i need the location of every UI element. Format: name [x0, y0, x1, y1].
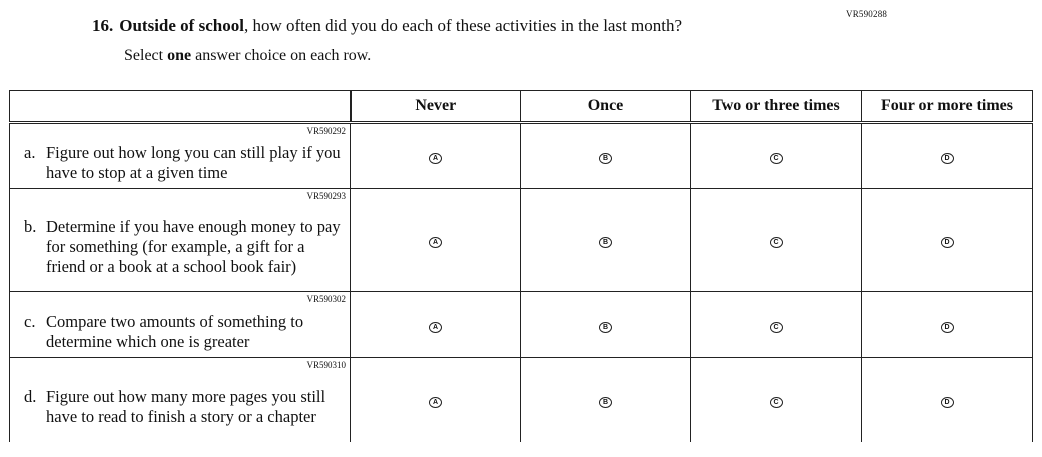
- choice-cell[interactable]: [862, 123, 1033, 189]
- answer-bubble-b-once[interactable]: B: [599, 237, 612, 248]
- grid-header-row: [10, 91, 1033, 123]
- answer-bubble-a-two-or-three[interactable]: C: [770, 153, 783, 164]
- row-label-c: [10, 292, 351, 358]
- choice-cell[interactable]: [351, 189, 521, 292]
- choice-cell[interactable]: [521, 123, 691, 189]
- row-label-b: [10, 189, 351, 292]
- row-item-id: VR590302: [306, 294, 346, 304]
- choice-cell[interactable]: [521, 189, 691, 292]
- instruction-before: Select: [124, 47, 168, 64]
- answer-bubble-d-never[interactable]: A: [429, 397, 442, 408]
- row-item-id: VR590310: [306, 360, 346, 370]
- instruction-after: answer choice on each row.: [191, 47, 372, 64]
- choice-cell[interactable]: [691, 123, 862, 189]
- row-prompt: Figure out how many more pages you still have to read to finish a story or a chapter: [46, 387, 326, 426]
- answer-bubble-a-once[interactable]: B: [599, 153, 612, 164]
- column-header-two-or-three: Two or three times: [691, 91, 862, 123]
- row-label-d: [10, 358, 351, 443]
- instruction-text: [124, 47, 371, 65]
- question-number: 16.: [92, 16, 114, 35]
- choice-cell[interactable]: [691, 358, 862, 443]
- answer-bubble-c-never[interactable]: A: [429, 322, 442, 333]
- answer-bubble-b-two-or-three[interactable]: C: [770, 237, 783, 248]
- choice-cell[interactable]: [691, 189, 862, 292]
- table-row: [10, 123, 1033, 189]
- choice-cell[interactable]: [862, 358, 1033, 443]
- row-prompt: Compare two amounts of something to determine which one is greater: [46, 311, 304, 351]
- choice-cell[interactable]: [691, 292, 862, 358]
- table-row: [10, 358, 1033, 443]
- answer-bubble-c-once[interactable]: B: [599, 322, 612, 333]
- column-header-four-or-more: Four or more times: [862, 91, 1033, 123]
- row-letter: d.: [24, 387, 37, 406]
- choice-cell[interactable]: [521, 292, 691, 358]
- instruction-emphasis: one: [167, 47, 192, 64]
- answer-bubble-a-never[interactable]: A: [429, 153, 442, 164]
- answer-bubble-d-four-or-more[interactable]: D: [941, 397, 954, 408]
- answer-bubble-a-four-or-more[interactable]: D: [941, 153, 954, 164]
- row-label-a: [10, 123, 351, 189]
- table-row: [10, 292, 1033, 358]
- answer-bubble-c-two-or-three[interactable]: C: [770, 322, 783, 333]
- answer-bubble-b-four-or-more[interactable]: D: [941, 237, 954, 248]
- row-item-id: VR590292: [306, 126, 346, 136]
- grid-corner-cell: [10, 91, 351, 123]
- row-letter: a.: [24, 143, 36, 162]
- answer-grid: [9, 90, 1033, 442]
- row-prompt: Determine if you have enough money to pay for something (for example, a gift for a friend or a book at a school book fair): [46, 217, 341, 276]
- choice-cell[interactable]: [521, 358, 691, 443]
- answer-bubble-d-two-or-three[interactable]: C: [770, 397, 783, 408]
- column-header-never: Never: [351, 91, 521, 123]
- choice-cell[interactable]: [351, 123, 521, 189]
- answer-bubble-b-never[interactable]: A: [429, 237, 442, 248]
- row-letter: b.: [24, 217, 37, 236]
- choice-cell[interactable]: [351, 292, 521, 358]
- answer-bubble-c-four-or-more[interactable]: D: [941, 322, 954, 333]
- row-letter: c.: [24, 311, 36, 331]
- question-emphasis: Outside of school: [119, 16, 244, 35]
- question-text: [92, 16, 682, 36]
- choice-cell[interactable]: [351, 358, 521, 443]
- table-row: [10, 189, 1033, 292]
- answer-bubble-d-once[interactable]: B: [599, 397, 612, 408]
- row-item-id: VR590293: [306, 191, 346, 201]
- column-header-once: Once: [521, 91, 691, 123]
- choice-cell[interactable]: [862, 189, 1033, 292]
- question-rest: , how often did you do each of these activities in the last month?: [243, 16, 683, 35]
- question-item-id: VR590288: [846, 9, 888, 19]
- choice-cell[interactable]: [862, 292, 1033, 358]
- row-prompt: Figure out how long you can still play if you have to stop at a given time: [46, 143, 341, 182]
